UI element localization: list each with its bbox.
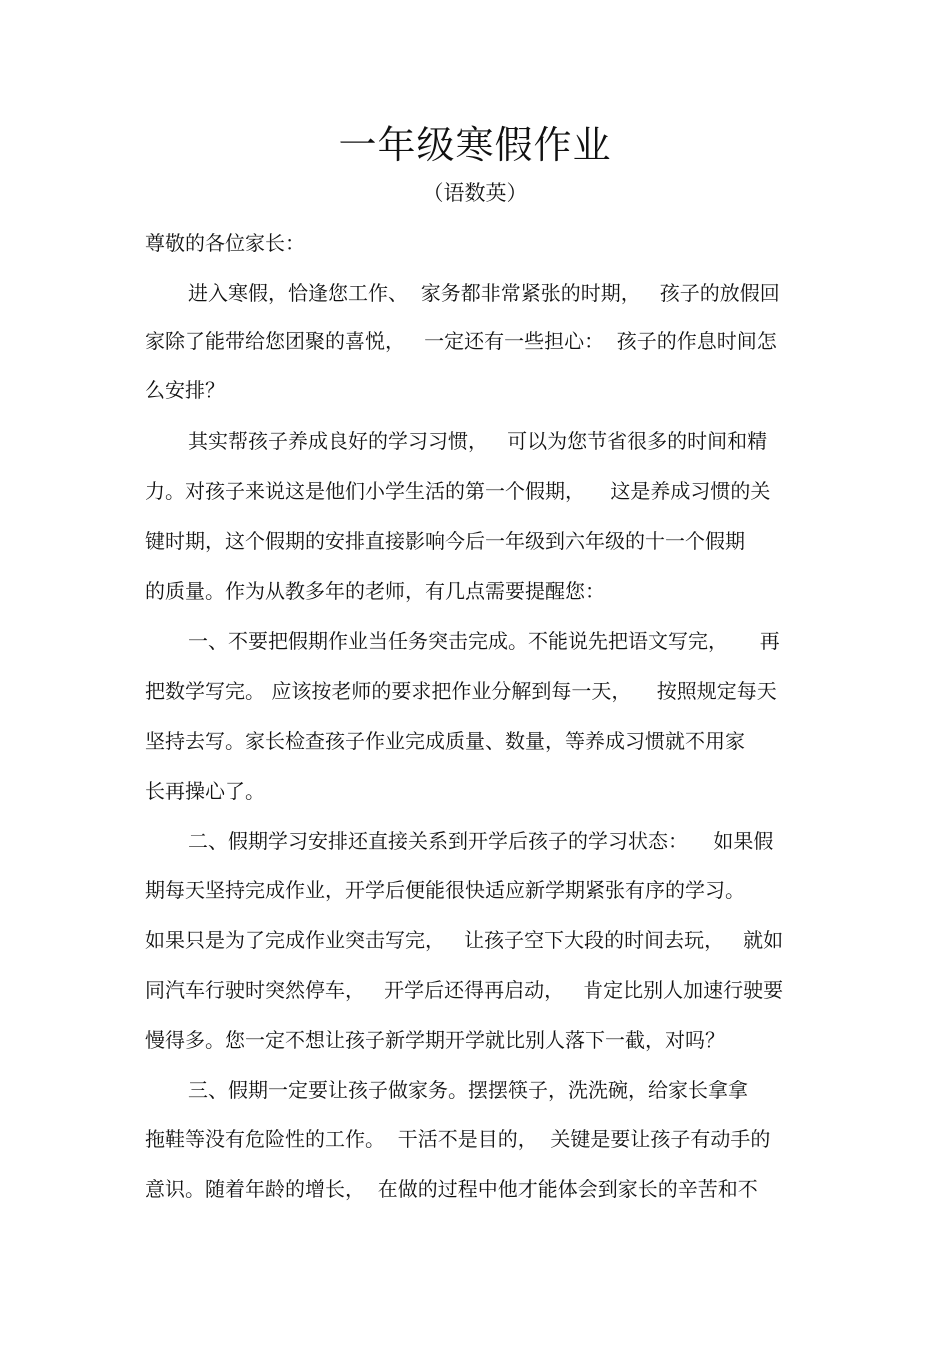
paragraph-line: 同汽车行驶时突然停车， 开学后还得再启动， 肯定比别人加速行驶要 bbox=[145, 978, 784, 1002]
paragraph-line: 家除了能带给您团聚的喜悦， 一定还有一些担心： 孩子的作息时间怎 bbox=[145, 329, 777, 353]
paragraph-line: 意识。随着年龄的增长， 在做的过程中他才能体会到家长的辛苦和不 bbox=[145, 1177, 758, 1201]
paragraph-line: 键时期，这个假期的安排直接影响今后一年级到六年级的十一个假期 bbox=[145, 529, 745, 553]
paragraph-line: 进入寒假，恰逢您工作、 家务都非常紧张的时期， 孩子的放假回 bbox=[188, 281, 780, 305]
paragraph-line: 二、假期学习安排还直接关系到开学后孩子的学习状态： 如果假 bbox=[188, 829, 774, 853]
paragraph-line: 期每天坚持完成作业，开学后便能很快适应新学期紧张有序的学习。 bbox=[145, 878, 745, 902]
paragraph-line: 慢得多。您一定不想让孩子新学期开学就比别人落下一截，对吗？ bbox=[145, 1028, 725, 1052]
paragraph-line: 三、假期一定要让孩子做家务。摆摆筷子，洗洗碗，给家长拿拿 bbox=[188, 1078, 748, 1102]
paragraph-line: 其实帮孩子养成良好的学习习惯， 可以为您节省很多的时间和精 bbox=[188, 429, 768, 453]
document-subtitle: （语数英） bbox=[422, 181, 528, 205]
document-title: 一年级寒假作业 bbox=[338, 123, 612, 167]
paragraph-line: 么安排？ bbox=[145, 378, 225, 402]
paragraph-line: 力。对孩子来说这是他们小学生活的第一个假期， 这是养成习惯的关 bbox=[145, 479, 771, 503]
paragraph-line: 一、不要把假期作业当任务突击完成。不能说先把语文写完， 再 bbox=[188, 629, 780, 653]
paragraph-line: 长再操心了。 bbox=[145, 779, 265, 803]
greeting-line: 尊敬的各位家长： bbox=[145, 231, 305, 255]
paragraph-line: 把数学写完。 应该按老师的要求把作业分解到每一天， 按照规定每天 bbox=[145, 679, 777, 703]
paragraph-line: 如果只是为了完成作业突击写完， 让孩子空下大段的时间去玩， 就如 bbox=[145, 928, 784, 952]
paragraph-line: 拖鞋等没有危险性的工作。 干活不是目的， 关键是要让孩子有动手的 bbox=[145, 1127, 771, 1151]
paragraph-line: 的质量。作为从教多年的老师，有几点需要提醒您： bbox=[145, 579, 605, 603]
paragraph-line: 坚持去写。家长检查孩子作业完成质量、数量，等养成习惯就不用家 bbox=[145, 729, 745, 753]
